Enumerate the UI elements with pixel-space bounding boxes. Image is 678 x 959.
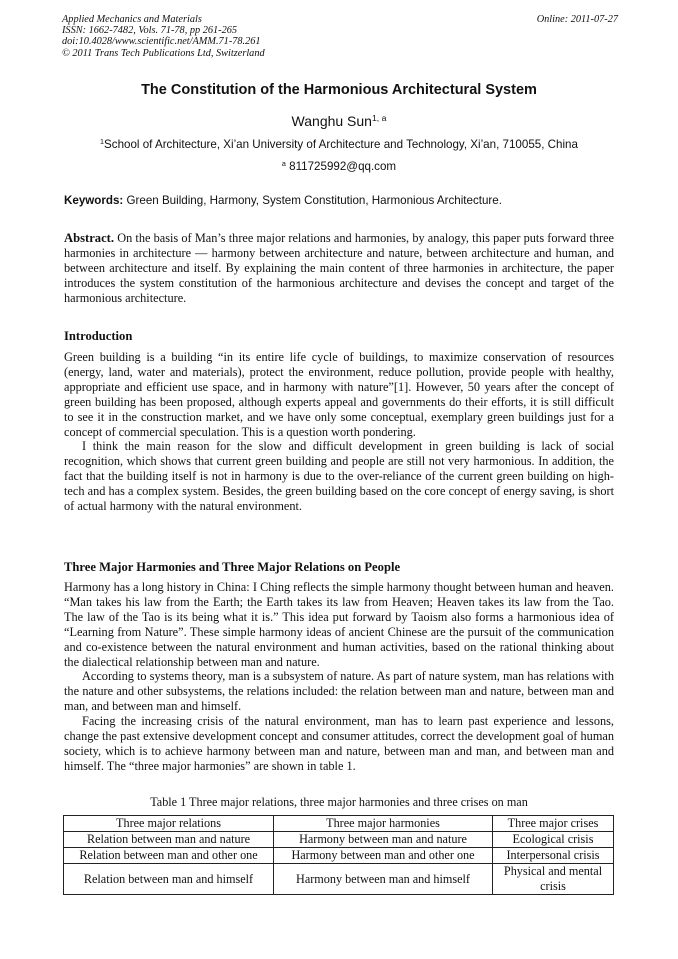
harmonies-section [64, 580, 614, 774]
author-superscript: 1, a [371, 113, 387, 124]
keywords-text: Green Building, Harmony, System Constitution, Harmonious Architecture. [123, 194, 502, 207]
section-heading: Three Major Harmonies and Three Major Relations on People [64, 560, 401, 574]
email-superscript: a [281, 159, 286, 169]
table-row [64, 832, 614, 848]
table-header-cell: Three major crises [493, 816, 614, 832]
introduction-section [64, 350, 614, 514]
author-line [0, 113, 678, 129]
paragraph: I think the main reason for the slow and difficult development in green building is lack of social recognition, which shows that current green building and people are still not very harmonious. In addition, the fact that the building itself is not in harmony is due to the over-reliance of the current green building on high-tech and has a complex system. Besides, the green building based on the core concept of energy saving, is short of actual harmony with the natural environment. [64, 439, 614, 514]
table-cell: Relation between man and nature [64, 832, 274, 848]
email-line [0, 160, 678, 173]
affiliation-superscript: 1 [100, 137, 105, 147]
author-email: 811725992@qq.com [285, 160, 397, 173]
affiliation: School of Architecture, Xi’an University of Architecture and Technology, Xi’an, 710055, China [104, 138, 578, 151]
relations-table [63, 815, 614, 895]
affiliation-line [0, 138, 678, 151]
table-cell: Physical and mental crisis [493, 864, 614, 895]
keywords-label: Keywords: [64, 194, 124, 207]
table-row [64, 848, 614, 864]
journal-issn: ISSN: 1662-7482, Vols. 71-78, pp 261-265 [62, 25, 238, 37]
paragraph: Harmony has a long history in China: I Ching reflects the simple harmony thought between human and heaven. “Man takes his law from the Earth; the Earth takes its law from Heaven; Heaven takes its law from the Tao. The law of the Tao is its being what it is.” This idea put forward by Taoism also forms a harmonious idea of “Learning from Nature”. These simple harmony ideas of ancient Chinese are the pursuit of the communication and co-existence between the natural environment and human activities, based on the rational thinking about the dialectical relationship between man and nature. [64, 580, 614, 669]
table-cell: Relation between man and other one [64, 848, 274, 864]
paragraph: According to systems theory, man is a subsystem of nature. As part of nature system, man has relations with the nature and other subsystems, the relations included: the relation between man and nature, between man and man, and between man and himself. [64, 669, 614, 714]
abstract-label: Abstract. [64, 231, 115, 245]
journal-doi: doi:10.4028/www.scientific.net/AMM.71-78.261 [62, 36, 261, 48]
table-header-cell: Three major harmonies [274, 816, 493, 832]
abstract-text: On the basis of Man’s three major relations and harmonies, by analogy, this paper puts forward three harmonies in architecture — harmony between architecture and nature, between architecture and human, and between architecture and itself. By explaining the main content of three harmonies in architecture, the paper introduces the system constitution of the harmonious architecture and devises the concept and target of the harmonious architecture. [64, 231, 614, 305]
table-cell: Interpersonal crisis [493, 848, 614, 864]
table-row [64, 864, 614, 895]
journal-header [62, 14, 618, 59]
paragraph: Facing the increasing crisis of the natural environment, man has to learn past experience and lessons, change the past extensive development concept and consumer attitudes, correct the development goal of human society, which is to achieve harmony between man and nature, between man and man, and between man and himself. The “three major harmonies” are shown in table 1. [64, 714, 614, 773]
paragraph: Green building is a building “in its entire life cycle of buildings, to maximize conservation of resources (energy, land, water and materials), protect the environment, reduce pollution, provide people with healthy, appropriate and efficient use space, and in harmony with nature”[1]. However, 50 years after the concept of green building has been proposed, although experts appeal and governments do their efforts, it is still difficult to see it in the construction market, and we have only some conceptual, exemplary green buildings just for a concept of commercial speculation. This is a question worth pondering. [64, 350, 614, 439]
table-header-row [64, 816, 614, 832]
table-cell: Harmony between man and nature [274, 832, 493, 848]
journal-name: Applied Mechanics and Materials [62, 14, 202, 25]
table-header-cell: Three major relations [64, 816, 274, 832]
table-cell: Relation between man and himself [64, 864, 274, 895]
table-cell: Harmony between man and himself [274, 864, 493, 895]
table-cell: Ecological crisis [493, 832, 614, 848]
online-date: Online: 2011-07-27 [536, 14, 618, 25]
author-name: Wanghu Sun [291, 113, 372, 129]
table-caption: Table 1 Three major relations, three major harmonies and three crises on man [150, 795, 528, 809]
journal-copyright: © 2011 Trans Tech Publications Ltd, Switzerland [62, 47, 265, 59]
paper-title: The Constitution of the Harmonious Architectural System [141, 82, 537, 98]
introduction-heading: Introduction [64, 329, 133, 343]
keywords [64, 194, 616, 207]
abstract [64, 231, 614, 306]
table-cell: Harmony between man and other one [274, 848, 493, 864]
